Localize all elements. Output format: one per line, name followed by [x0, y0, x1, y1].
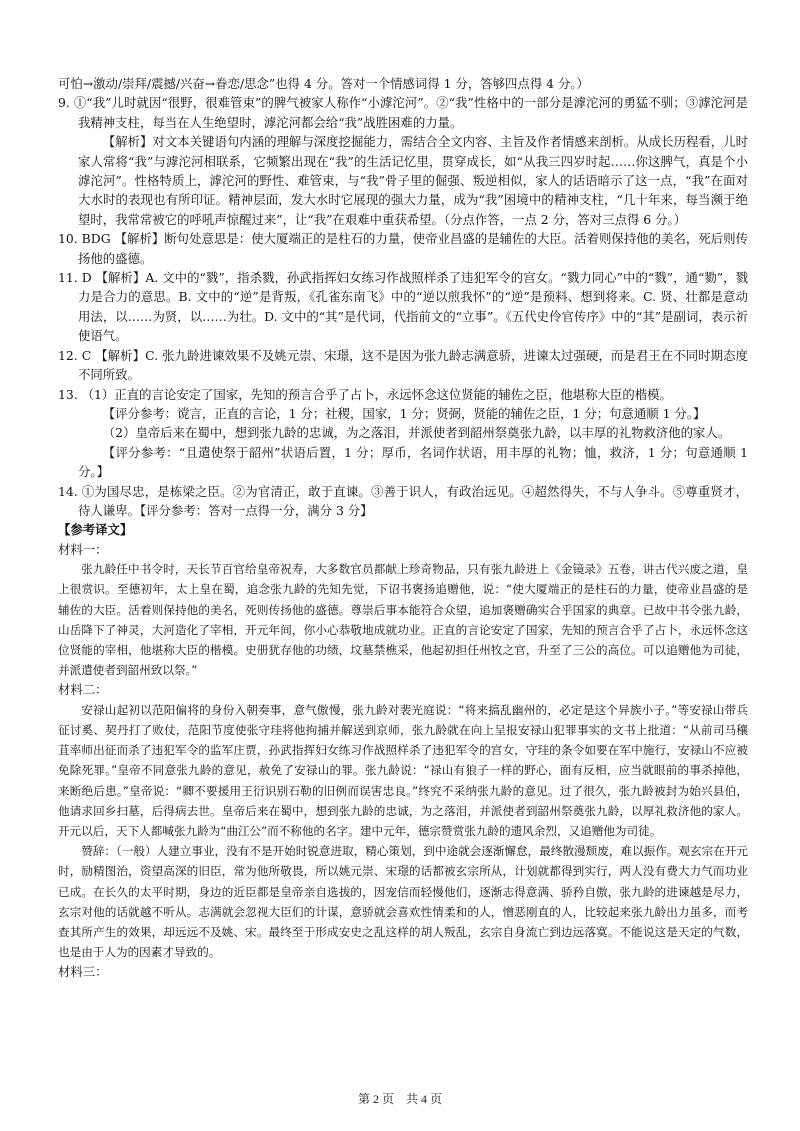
answer-line-q8-tail: 可怕→激动/崇拜/震撼/兴奋→眷恋/思念”也得 4 分。答对一个情感词得 1 分，答够四点得 4 分。） [58, 76, 589, 91]
answer-q13-part1: 13. （1）正直的言论安定了国家，先知的预言合乎了占卜，永远怀念这位贤能的辅佐之臣，他堪称大臣的楷模。 [58, 386, 672, 402]
material-3-title: 材料三： [58, 964, 108, 980]
answer-q9: 9. ①“我”儿时就因“很野，很难管束”的脾气被家人称作“小滹沱河”。②“我”性格中的一部分是滹沱河的勇猛不驯；③滹沱河是我精神支柱，每当在人生绝望时，滹沱河都会给“我”战胜困难的力量。 [58, 95, 748, 130]
answer-q13-part2: （2）皇帝后来在蜀中，想到张九龄的忠诚，为之落泪，并派使者到韶州祭奠张九龄，以丰厚的礼物救济他的家人。 [102, 425, 731, 441]
answer-q10: 10. BDG 【解析】断句处意思是：使大厦端正的是柱石的力量，使帝业昌盛的是辅佐的大臣。活着则保持他的美名，死后则传扬他的盛德。 [58, 231, 748, 266]
analysis-q9: 【解析】对文本关键语句内涵的理解与深度挖掘能力，需结合全文内容、主旨及作者情感来剖析。从成长历程看，儿时家人常将“我”与滹沱河相联系，它频繁出现在“我”的生活记忆里，贯穿成长，如“从我三四岁时起……你这脾气，真是个小滹沱河”。性格特质上，滹沱河的野性、难管束，与“我”骨子里的倔强、叛逆相似，家人的话语暗示了这一点，“我”在面对大水时的表现也有所印证。精神层面，发大水时它展现的强大力量，成为“我”困境中的精神支柱，“几十年来，每当濒于绝望时，我常常被它的呼吼声惊醒过来”，让“我”在艰难中重获希望。（分点作答，一点 2 分，答对三点得 6 分。） [78, 134, 748, 227]
answer-q14: 14. ①为国尽忠，是栋梁之臣。②为官清正，敢于直谏。③善于识人，有政治远见。④超然得失，不与人争斗。⑤尊重贤才，待人谦卑。【评分参考：答对一点得一分，满分 3 分】 [58, 483, 748, 518]
material-1-translation: 张九龄任中书令时，天长节百官给皇帝祝寿，大多数官员都献上珍奇物品，只有张九龄进上《金镜录》五卷，讲古代兴废之道，皇上很赏识。至德初年，太上皇在蜀，追念张九龄的先知先觉，下诏书褒扬追赠他，说：“使大厦端正的是柱石的力量，使帝业昌盛的是辅佐的大臣。活着则保持他的美名，死则传扬他的盛德。尊崇后事本能符合众望，追加褒赠确实合乎国家的典章。已故中书令张九龄，山岳降下了神灵，大河造化了宰相，开元年间，你小心恭敬地成就功业。正直的言论安定了国家，先知的预言合乎了占卜，永远怀念这位贤能的宰相，他堪称大臣的楷模。史册犹存他的功绩，坟墓禁樵采，他起初担任州牧之官，升至了三公的高位。可以追赠他为司徒，并派遣使者到韶州致以祭。” [58, 562, 748, 678]
scoring-q13-part2: 【评分参考：“且遣使祭于韶州”状语后置，1 分；厚币，名词作状语，用丰厚的礼物；恤，救济，1 分；句意通顺 1 分。】 [78, 444, 748, 480]
material-2-comment: 赞辞：（一般）人建立事业，没有不是开始时锐意进取，精心策划，到中途就会逐渐懈怠，最终散漫颓废，难以振作。观玄宗在开元时，励精图治，资望高深的旧臣，常为他所敬畏，所以姚元崇、宋璟的话都被玄宗所从，计划就都得到实行，两人没有费大力气而功业已成。在长久的太平时期，身边的近臣都是皇帝亲自选拔的，因宠信而轻慢他们，逐渐志得意满、骄矜自傲，张九龄的进谏越是尽力，玄宗对他的话就越不听从。志满就会忽视大臣们的计谋，意骄就会喜欢性情柔和的人，憎恶刚直的人，比较起来张九龄出力虽多，而考查其所产生的效果，却远远不及姚、宋。最终至于形成安史之乱这样的胡人叛乱，玄宗自身流亡到边远落寞。不能说这是天定的气数，也是由于人为的因素才导致的。 [58, 844, 748, 960]
material-2-translation: 安禄山起初以范阳偏将的身份入朝奏事，意气傲慢，张九龄对裴光庭说：“将来搞乱幽州的，必定是这个异族小子。”等安禄山带兵征讨奚、契丹打了败仗，范阳节度使张守珪将他拘捕并解送到京师，张九龄就在向上呈报安禄山犯罪事实的文书上批道：“从前司马穰苴率师出征而杀了违犯军令的监军庄贾，孙武指挥妇女练习作战照样杀了违犯军令的宫女，守珪的条令如要在军中施行，安禄山不应被免除死罪。”皇帝不同意张九龄的意见，赦免了安禄山的罪。张九龄说：“禄山有狼子一样的野心，面有反相，应当就眼前的事杀掉他，来断绝后患。”皇帝说：“卿不要援用王衍识别石勒的旧例而误害忠良。”终究不采纳张九龄的意见。过了很久，张九龄被封为始兴县伯，他请求回乡扫墓，后得病去世。皇帝后来在蜀中，想到张九龄的忠诚，为之落泪，并派使者到韶州祭奠张九龄，以厚礼救济他的家人。开元以后，天下人都喊张九龄为“曲江公”而不称他的名字。建中元年，德宗赞赏张九龄的遗风余烈，又追赠他为司徒。 [58, 702, 748, 838]
answer-q11: 11. D 【解析】A. 文中的“戮”，指杀戮，孙武指挥妇女练习作战照样杀了违犯军令的宫女。“戮力同心”中的“戮”，通“勠”，戮力是合力的意思。B. 文中的“逆”是背叛，《孔雀东南飞》中的“逆以煎我怀”的“逆”是预料、想到将来。C. 贤、壮都是意动用法，以……为贤，以……为壮。D. 文中的“其”是代词，代指前文的“立事”。《五代史伶官传序》中的“其”是副词，表示祈使语气。 [58, 270, 748, 344]
scoring-q13-part1: 【评分参考：谠言，正直的言论，1 分；社稷，国家，1 分；贤弼，贤能的辅佐之臣，1 分；句意通顺 1 分。】 [102, 405, 706, 421]
reference-translation-title: 【参考译文】 [58, 522, 133, 538]
material-2-title: 材料二： [58, 682, 108, 698]
material-1-title: 材料一： [58, 541, 108, 557]
page-number-footer: 第 2 页 共 4 页 [357, 1092, 442, 1106]
answer-q12: 12. C 【解析】C. 张九龄进谏效果不及姚元崇、宋璟，这不是因为张九龄志满意骄，进谏太过强硬，而是君王在不同时期态度不同所致。 [58, 347, 748, 383]
